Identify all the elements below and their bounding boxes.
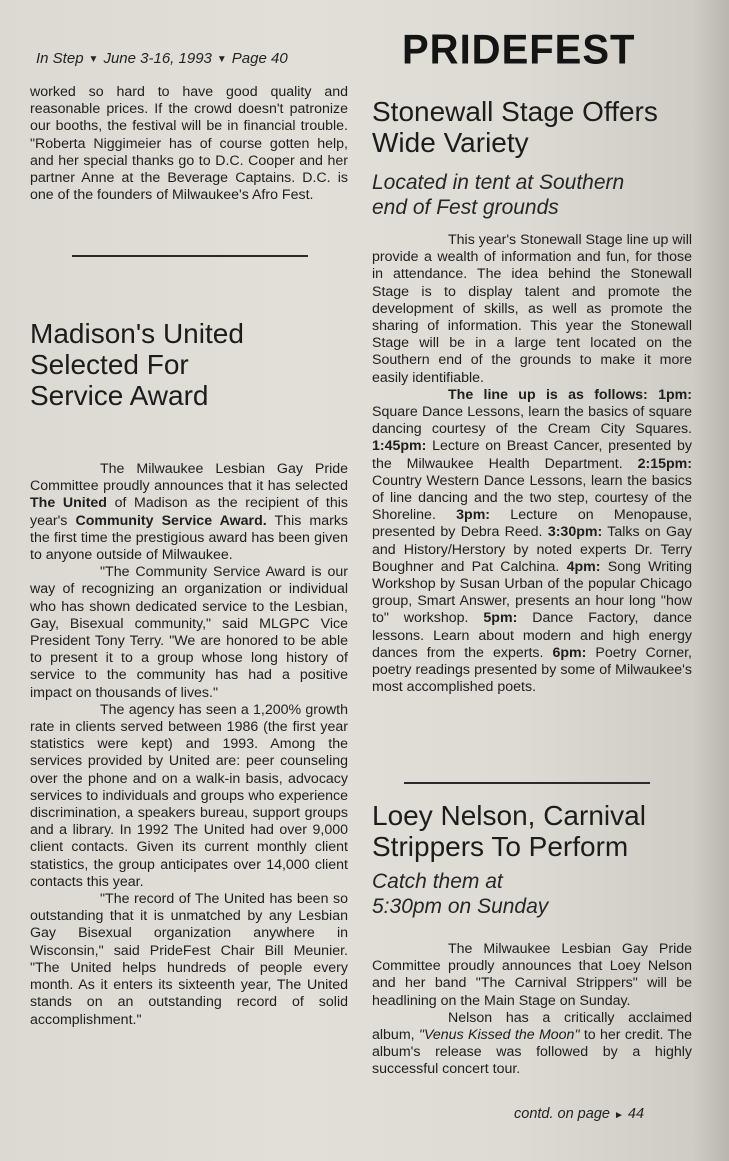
- lineup-description: Lecture on Menopause, presented by Debra Reed.: [372, 507, 692, 541]
- album-title: "Venus Kissed the Moon": [418, 1027, 580, 1044]
- article-paragraph: This year's Stonewall Stage line up will provide a wealth of information and fun, for those in attendance. The idea behind the Stonewall Stage is to display talent and promote the development of skills, as well as promote the sharing of information. This year the Stonewall Stage will be in a large tent located on the Southern end of the grounds to make it more easily identifiable.: [372, 232, 693, 386]
- text-run: Nelson has a critically acclaimed album,: [372, 1009, 692, 1044]
- article-deck: [372, 869, 692, 919]
- page-header: [36, 50, 288, 67]
- article-headline: [372, 96, 692, 158]
- article-paragraph: The Milwaukee Lesbian Gay Pride Committee proudly announces that Loey Nelson and her band "The Carnival Strippers" will be headlining on the Main Stage on Sunday.: [372, 941, 692, 1009]
- article-body: [30, 461, 348, 1029]
- lineup-description: Square Dance Lessons, learn the basics of square dancing courtesy of the Cream City Squares.: [372, 404, 692, 438]
- section-banner: PRIDEFEST: [402, 26, 636, 74]
- text-run: of Madison as the recipient of this year's: [30, 495, 348, 529]
- text-run: The Milwaukee Lesbian Gay Pride Committee proudly announces that it has selected: [30, 461, 348, 495]
- lineup-description: Talks on Gay and History/Herstory by noted experts Dr. Terry Boughner and Pat Calchina.: [372, 524, 692, 575]
- deck-line: 5:30pm on Sunday: [372, 895, 549, 918]
- headline-line: Strippers To Perform: [372, 831, 629, 862]
- article-body: [372, 941, 692, 1079]
- headline-line: Loey Nelson, Carnival: [372, 800, 646, 831]
- issue-date: June 3-16, 1993: [103, 50, 212, 67]
- lineup-time: 3:30pm:: [547, 524, 603, 541]
- lineup-time: 1:45pm:: [372, 438, 427, 455]
- lineup-time: The line up is as follows: 1pm:: [448, 386, 692, 403]
- text-run: This marks the first time the prestigious award has been given to anyone outside of Milwaukee.: [30, 512, 349, 564]
- triangle-separator-icon: ▼: [88, 54, 99, 65]
- continuation-page: 44: [627, 1106, 645, 1122]
- article-paragraph: "The record of The United has been so outstanding that it is unmatched by any Lesbian Gay Bisexual organization anywhere in Wisconsin," said PrideFest Chair Bill Meunier. "The United helps hundreds of people every month. As it enters its sixteenth year, The United stands on an outstanding record of solid accomplishment.": [30, 891, 348, 1028]
- divider-rule: [404, 782, 650, 784]
- article-paragraph: [30, 461, 348, 564]
- deck-line: Catch them at: [372, 870, 503, 893]
- lineup-description: Song Writing Workshop by Susan Urban of the popular Chicago group, Smart Answer, presents an hour long "how to" workshop.: [372, 558, 692, 627]
- page-number: Page 40: [231, 50, 288, 67]
- bold-text: Community Service Award.: [75, 512, 267, 529]
- headline-line: Selected For: [30, 349, 189, 380]
- arrow-right-icon: ►: [613, 1110, 624, 1121]
- article-paragraph: The agency has seen a 1,200% growth rate in clients served between 1986 (the first year statistics were kept) and 1993. Among the services provided by United are: peer counseling over the phone and on a walk-in basis, advocacy services to individuals and groups who experience discrimination, a speakers bureau, support groups and a library. In 1992 The United had over 9,000 client contacts. Given its current monthly client statistics, the group anticipates over 14,000 client contacts this year.: [30, 701, 348, 890]
- lineup-time: 5pm:: [483, 610, 518, 627]
- headline-line: Madison's United: [30, 318, 244, 349]
- article-headline: [372, 800, 692, 862]
- article-loey: [372, 800, 692, 1079]
- lineup-description: Poetry Corner, poetry readings presented by some of Milwaukee's most accomplished poets.: [372, 644, 692, 696]
- lineup-description: Dance Factory, dance lessons. Learn about modern and high energy dances from the experts.: [372, 610, 692, 661]
- lineup-description: Lecture on Breast Cancer, presented by the Milwaukee Health Department.: [372, 438, 692, 472]
- headline-line: Service Award: [30, 380, 209, 411]
- left-intro-text: [30, 84, 348, 204]
- text-run: to her credit. The album's release was followed by a highly successful concert tour.: [372, 1027, 692, 1078]
- intro-paragraph: worked so hard to have good quality and reasonable prices. If the crowd doesn't patronize our booths, the festival will be in financial trouble. "Roberta Niggimeier has of course gotten help, and her special thanks go to D.C. Cooper and her partner Anne at the Beverage Captains. D.C. is one of the founders of Milwaukee's Afro Fest.: [30, 84, 348, 204]
- bold-text: The United: [30, 495, 107, 512]
- deck-line: Located in tent at Southern: [372, 171, 625, 194]
- lineup-time: 3pm:: [456, 507, 491, 524]
- lineup-description: Country Western Dance Lessons, learn the basics of line dancing and the two step, courtesy of the Shoreline.: [372, 472, 692, 524]
- article-paragraph: [372, 1010, 692, 1079]
- triangle-separator-icon: ▼: [216, 54, 227, 65]
- lineup-paragraph: [372, 387, 692, 697]
- article-madison: [30, 318, 348, 1029]
- headline-line: Wide Variety: [372, 127, 529, 158]
- deck-line: end of Fest grounds: [372, 196, 559, 219]
- lineup-time: 6pm:: [552, 644, 587, 661]
- continuation-note: [514, 1106, 644, 1122]
- article-paragraph: "The Community Service Award is our way of recognizing an organization or individual who has shown dedicated service to the Lesbian, Gay, Bisexual community," said MLGPC Vice President Tony Terry. "We are honored to be able to present it to a group whose long history of service to the community has had a positive impact on thousands of lives.": [30, 564, 348, 701]
- headline-line: Stonewall Stage Offers: [372, 96, 658, 127]
- article-stonewall: [372, 96, 692, 696]
- lineup-time: 2:15pm:: [637, 455, 692, 472]
- article-headline: [30, 318, 348, 411]
- article-deck: [372, 170, 692, 220]
- continuation-text: contd. on page: [514, 1106, 610, 1122]
- divider-rule: [72, 255, 308, 257]
- publication-name: In Step: [36, 50, 84, 67]
- lineup-time: 4pm:: [566, 558, 601, 575]
- article-body: [372, 232, 692, 696]
